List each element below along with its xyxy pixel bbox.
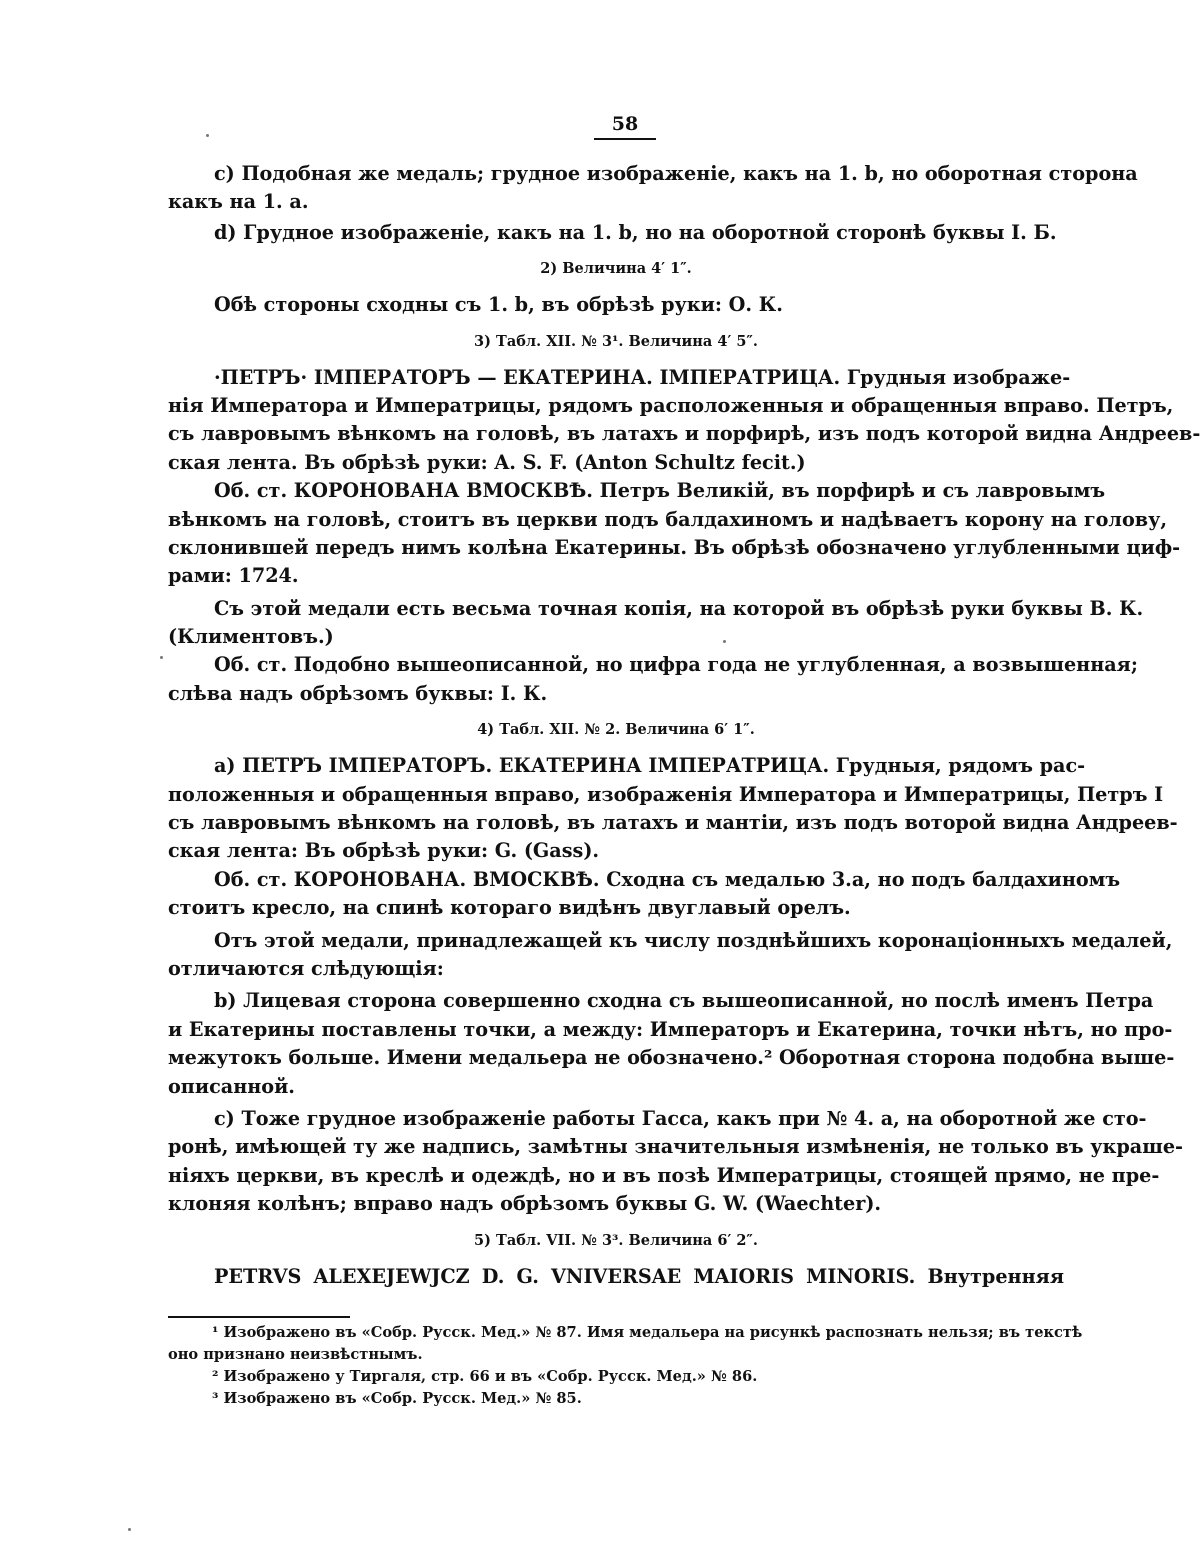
text-line: Об. ст. КОРОНОВАНА. ВМОСКВѢ. Сходна съ медалью 3.a, но подъ балдахиномъ — [214, 867, 1121, 891]
footnotes — [168, 1322, 1083, 1410]
text-line: ронѣ, имѣющей ту же надпись, замѣтны значительныя измѣненія, не только въ украше- — [168, 1135, 1184, 1159]
text-line: ская лента: Въ обрѣзѣ руки: G. (Gass). — [168, 839, 600, 863]
text-line: и Екатерины поставлены точки, а между: Императоръ и Екатерина, точки нѣтъ, но про- — [168, 1017, 1173, 1041]
text-line: b) Лицевая сторона совершенно сходна съ вышеописанной, но послѣ именъ Петра — [214, 989, 1154, 1013]
section-heading-2: 2) Величина 4′ 1″. — [540, 260, 692, 278]
footnote-line: ² Изображено у Тиргаля, стр. 66 и въ «Собр. Русск. Мед.» № 86. — [212, 1368, 758, 1385]
section-heading-4: 4) Табл. XII. № 2. Величина 6′ 1″. — [477, 721, 755, 739]
text-line: положенныя и обращенныя вправо, изображенія Императора и Императрицы, Петръ І — [168, 782, 1164, 806]
text-line: межутокъ больше. Имени медальера не обозначено.² Оборотная сторона подобна выше- — [168, 1046, 1175, 1070]
text-line: Об. ст. Подобно вышеописанной, но цифра года не углубленная, а возвышенная; — [214, 653, 1138, 677]
text-line: склонившей передъ нимъ колѣна Екатерины. Въ обрѣзѣ обозначено углубленными циф- — [168, 535, 1181, 559]
text-line: съ лавровымъ вѣнкомъ на головѣ, въ латахъ и мантіи, изъ подъ воторой видна Андреев- — [168, 811, 1178, 835]
text-line: описанной. — [168, 1074, 295, 1098]
main-text — [168, 160, 1200, 1291]
text-line: Обѣ стороны сходны съ 1. b, въ обрѣзѣ руки: О. К. — [214, 293, 783, 317]
text-line: ніяхъ церкви, въ креслѣ и одеждѣ, но и въ позѣ Императрицы, стоящей прямо, не пре- — [168, 1163, 1160, 1187]
text-line: c) Тоже грудное изображеніе работы Гасса, какъ при № 4. a, на оборотной же сто- — [214, 1106, 1147, 1130]
text-line: клоняя колѣнъ; вправо надъ обрѣзомъ буквы G. W. (Waechter). — [168, 1192, 882, 1216]
text-line: ·ПЕТРЪ· ІМПЕРАТОРЪ — ЕКАТЕРИНА. ІМПЕРАТРИЦА. Грудныя изображе- — [214, 365, 1071, 389]
footnote-line: ¹ Изображено въ «Собр. Русск. Мед.» № 87. Имя медальера на рисункѣ распознать нельзя; въ текстѣ — [212, 1324, 1083, 1341]
text-line: слѣва надъ обрѣзомъ буквы: І. К. — [168, 681, 548, 705]
text-line: Отъ этой медали, принадлежащей къ числу позднѣйшихъ коронаціонныхъ медалей, — [214, 928, 1173, 952]
section-heading-3: 3) Табл. XII. № 3¹. Величина 4′ 5″. — [474, 332, 758, 350]
footnote-line: оно признано неизвѣстнымъ. — [168, 1346, 423, 1363]
footnote-line: ³ Изображено въ «Собр. Русск. Мед.» № 85. — [212, 1390, 582, 1407]
section-heading-5: 5) Табл. VII. № 3³. Величина 6′ 2″. — [474, 1231, 758, 1249]
text-line: ская лента. Въ обрѣзѣ руки: A. S. F. (Anton Schultz fecit.) — [168, 450, 806, 474]
text-line: стоитъ кресло, на спинѣ котораго видѣнъ двуглавый орелъ. — [168, 896, 851, 920]
print-speck — [160, 656, 163, 659]
text-line: c) Подобная же медаль; грудное изображеніе, какъ на 1. b, но оборотная сторона — [214, 162, 1138, 185]
text-line: какъ на 1. a. — [168, 190, 309, 214]
text-line: PETRVS ALEXEJEWJCZ D. G. VNIVERSAE MAIORIS MINORIS. Внутренняя — [214, 1264, 1064, 1288]
text-line: d) Грудное изображеніе, какъ на 1. b, но на оборотной сторонѣ буквы І. Б. — [214, 220, 1057, 244]
print-speck — [128, 1528, 131, 1531]
text-line: отличаются слѣдующія: — [168, 956, 444, 980]
page-number-rule — [594, 138, 656, 140]
text-line: (Климентовъ.) — [168, 625, 334, 649]
text-line: Съ этой медали есть весьма точная копія, на которой въ обрѣзѣ руки буквы В. К. — [214, 596, 1144, 620]
text-line: Об. ст. КОРОНОВАНА ВМОСКВѢ. Петръ Великій, въ порфирѣ и съ лавровымъ — [214, 479, 1106, 503]
print-speck — [723, 640, 726, 643]
text-line: съ лавровымъ вѣнкомъ на головѣ, въ латахъ и порфирѣ, изъ подъ которой видна Андреев- — [168, 422, 1200, 446]
text-line: рами: 1724. — [168, 564, 299, 588]
text-line: a) ПЕТРЪ ІМПЕРАТОРЪ. ЕКАТЕРИНА ІМПЕРАТРИЦА. Грудныя, рядомъ рас- — [214, 754, 1086, 778]
footnote-rule — [168, 1316, 350, 1318]
text-line: вѣнкомъ на головѣ, стоитъ въ церкви подъ балдахиномъ и надѣваетъ корону на голову, — [168, 507, 1168, 531]
print-speck — [206, 134, 209, 137]
page-number: 58 — [611, 113, 639, 135]
text-line: нія Императора и Императрицы, рядомъ расположенныя и обращенныя вправо. Петръ, — [168, 393, 1174, 417]
